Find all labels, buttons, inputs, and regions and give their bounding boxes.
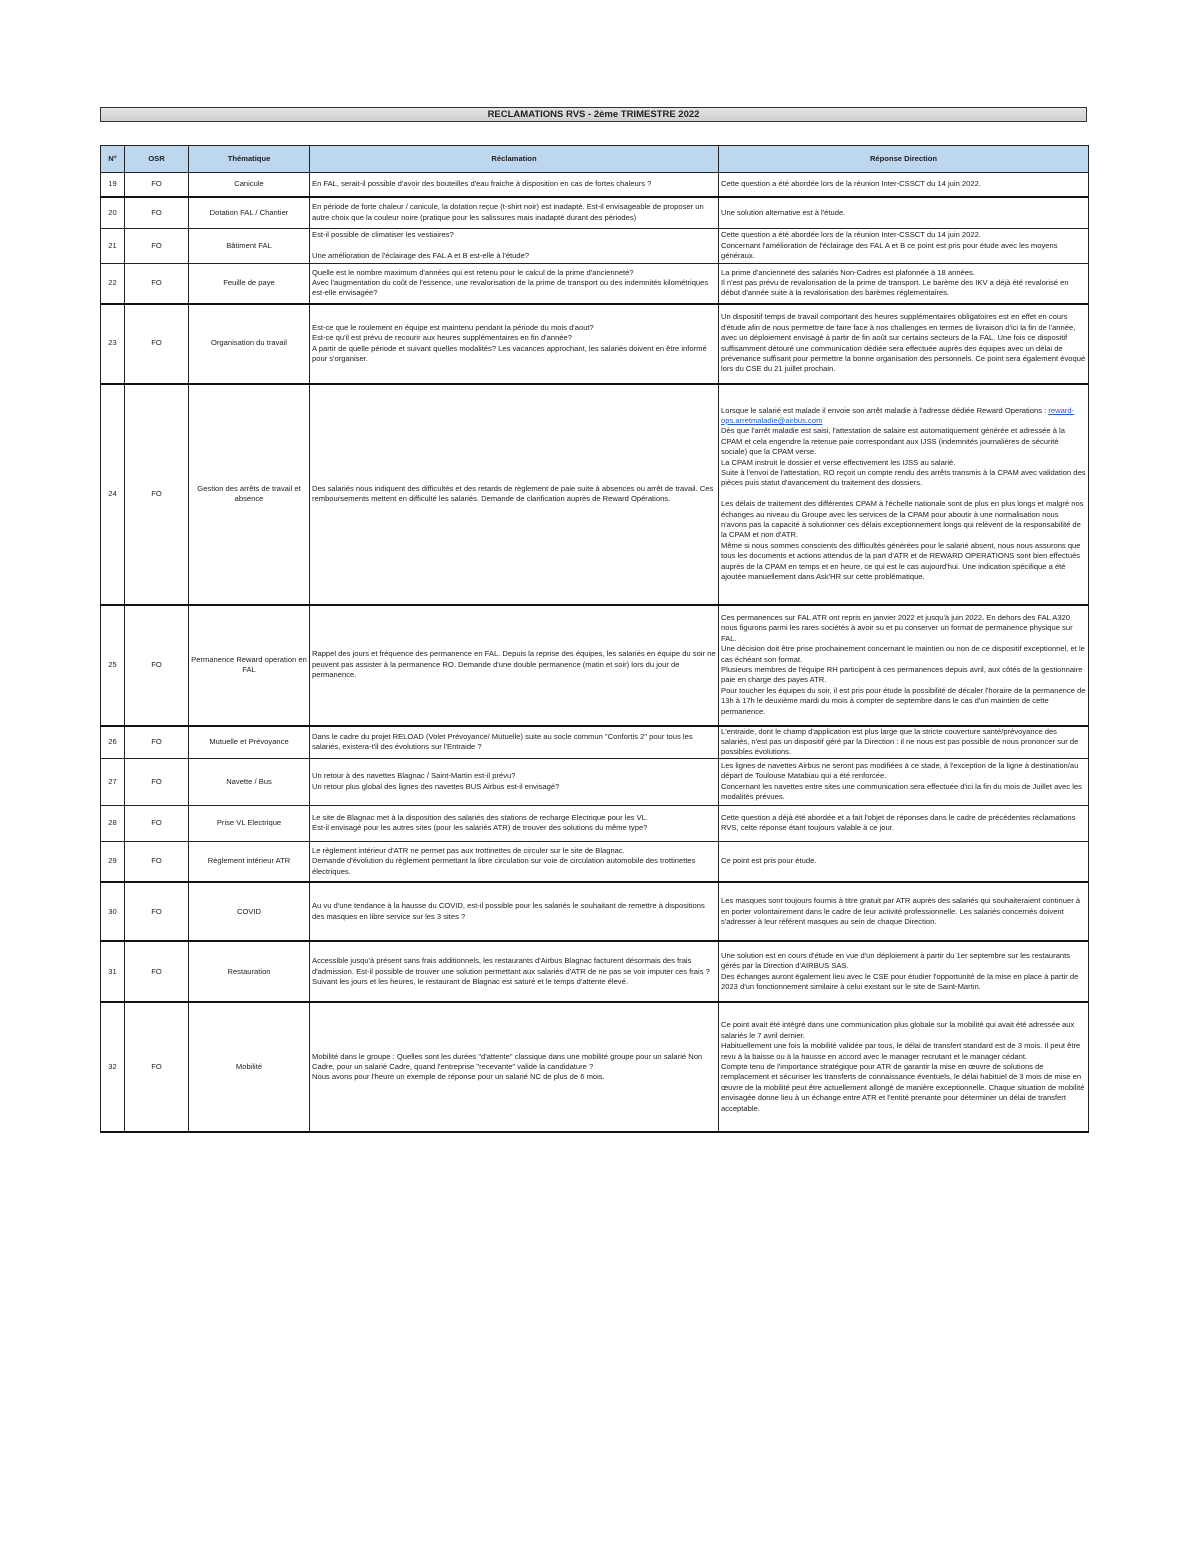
row-thematique: Mobilité: [189, 1002, 310, 1132]
row-reclamation: Est-ce que le roulement en équipe est maintenu pendant la période du mois d'aout? Est-ce qu'il est prévu de recourir aux heures supplémentaires en fin d'année? A partir de quelle période et suivant quelles modalités? Les vacances approchant, les salariés doivent en être informé pour s'organiser.: [310, 304, 719, 384]
row-number: 22: [101, 264, 125, 304]
row-reclamation: Au vu d'une tendance à la hausse du COVID, est-il possible pour les salariés le souhaitant de remettre à dispositions des masques en libre service sur les 3 sites ?: [310, 882, 719, 941]
table-row: [101, 758, 1089, 805]
row-reclamation: Le site de Blagnac met à la disposition des salariés des stations de recharge Electrique pour les VL. Est-il envisagé pour les autres sites (pour les salariés ATR) de trouver des solutions du même type?: [310, 805, 719, 841]
row-reponse: Une solution alternative est à l'étude.: [719, 197, 1089, 229]
row-osr: FO: [125, 941, 189, 1002]
header-reponse: Réponse Direction: [719, 146, 1089, 173]
reponse-text: Lorsque le salarié est malade il envoie son arrêt maladie à l'adresse dédiée Reward Operations :: [721, 405, 1049, 415]
row-reponse: Une solution est en cours d'étude en vue d'un déploiement à partir du 1er septembre sur les restaurants gérés par la Direction d'AIRBUS SAS. Des échanges auront également lieu avec le CSE pour étudier l'opportunité de la mise en place à partir de 2023 d'un fonctionnement similaire à celui existant sur le site de Saint-Martin.: [719, 941, 1089, 1002]
header-n: N°: [101, 146, 125, 173]
row-osr: FO: [125, 805, 189, 841]
row-reponse: L'entraide, dont le champ d'application est plus large que la stricte couverture santé/prévoyance des salariés, n'est pas un dispositif géré par la Direction : il ne nous est pas possible de nous prononcer sur de possibles évolutions.: [719, 726, 1089, 759]
row-thematique: Organisation du travail: [189, 304, 310, 384]
row-number: 29: [101, 841, 125, 882]
row-osr: FO: [125, 304, 189, 384]
row-osr: FO: [125, 605, 189, 726]
row-number: 20: [101, 197, 125, 229]
row-number: 25: [101, 605, 125, 726]
row-reclamation: Accessible jusqu'à présent sans frais additionnels, les restaurants d'Airbus Blagnac facturent désormais des frais d'admission. Est-il possible de trouver une solution permettant aux salariés d'ATR de ne pas se voir imputer ces frais ? Suivant les jours et les heures, le restaurant de Blagnac est saturé et le temps d'attente élevé.: [310, 941, 719, 1002]
row-reponse: [719, 384, 1089, 605]
header-reclamation: Réclamation: [310, 146, 719, 173]
email-link[interactable]: reward-ops.arretmaladie@airbus.com: [721, 405, 1075, 425]
row-thematique: Restauration: [189, 941, 310, 1002]
row-reclamation: Est-il possible de climatiser les vestiaires? Une amélioration de l'éclairage des FAL A et B est-elle à l'étude?: [310, 229, 719, 264]
row-thematique: Bâtiment FAL: [189, 229, 310, 264]
table-row: [101, 1002, 1089, 1132]
row-reponse: Ce point avait été intégré dans une communication plus globale sur la mobilité qui avait été adressée aux salariés le 7 avril dernier. Habituellement une fois la mobilité validée par tous, le délai de transfert standard est de 3 mois. Il peut être revu à la baisse ou à la hausse en accord avec le manager recrutant et le manager cédant. Compte tenu de l'importance stratégique pour ATR de garantir la mise en œuvre de solutions de remplacement et sécuriser les transferts de connaissance éventuels, le délai habituel de 3 mois de mise en œuvre de la mobilité peut être actuellement allongé de manière exceptionnelle. Chaque situation de mobilité envisagée donne lieu à un échange entre ATR et l'entité prenante pour déterminer un délai de transfert acceptable.: [719, 1002, 1089, 1132]
row-thematique: Navette / Bus: [189, 758, 310, 805]
row-reclamation: Des salariés nous indiquent des difficultés et des retards de règlement de paie suite à absences ou arrêt de travail. Ces remboursements mettent en difficulté les salariés. Demande de clarification auprès de Reward Opérations.: [310, 384, 719, 605]
row-number: 27: [101, 758, 125, 805]
row-osr: FO: [125, 229, 189, 264]
table-row: [101, 805, 1089, 841]
row-osr: FO: [125, 882, 189, 941]
table-row: [101, 197, 1089, 229]
row-reponse: Cette question a été abordée lors de la réunion Inter-CSSCT du 14 juin 2022.: [719, 173, 1089, 197]
row-thematique: Permanence Reward operation en FAL: [189, 605, 310, 726]
row-number: 24: [101, 384, 125, 605]
row-number: 19: [101, 173, 125, 197]
row-reclamation: En FAL, serait-il possible d'avoir des bouteilles d'eau fraiche à disposition en cas de fortes chaleurs ?: [310, 173, 719, 197]
row-osr: FO: [125, 384, 189, 605]
table-row: [101, 229, 1089, 264]
row-thematique: Prise VL Electrique: [189, 805, 310, 841]
row-thematique: Mutuelle et Prévoyance: [189, 726, 310, 759]
table-row: [101, 304, 1089, 384]
row-thematique: Gestion des arrêts de travail et absence: [189, 384, 310, 605]
row-number: 32: [101, 1002, 125, 1132]
row-thematique: Feuille de paye: [189, 264, 310, 304]
row-osr: FO: [125, 264, 189, 304]
row-reclamation: Dans le cadre du projet RELOAD (Volet Prévoyance/ Mutuelle) suite au socle commun "Confortis 2" pour tous les salariés, existera-t'il des évolutions sur l'Entraide ?: [310, 726, 719, 759]
table-header-row: [101, 146, 1089, 173]
row-reponse: Ce point est pris pour étude.: [719, 841, 1089, 882]
row-reponse: Les masques sont toujours fournis à titre gratuit par ATR auprès des salariés qui souhaiteraient continuer à en porter volontairement dans le cadre de leur activité professionnelle. Les salariés concernés doivent s'adresser à leur référent masques au sein de chaque Direction.: [719, 882, 1089, 941]
document-title: RECLAMATIONS RVS - 2ème TRIMESTRE 2022: [100, 107, 1087, 122]
reponse-text: Dès que l'arrêt maladie est saisi, l'attestation de salaire est automatiquement générée et adressée à la CPAM et cela engendre la retenue paie correspondant aux IJSS (indemnités journalières de sécurité sociale) que la CPAM verse. La CPAM instruit le dossier et verse effectivement les IJSS au salarié. Suite à l'envoi de l'attestation, RO reçoit un compte rendu des arrêts transmis à la CPAM avec validation des pièces puis statut d'avancement du traitement des dossiers. Les délais de traitement des différentes CPAM à l'échelle nationale sont de plus en plus longs et malgré nos échanges au niveau du Groupe avec les services de la CPAM pour aboutir à une normalisation nous n'avons pas la capacité à solutionner ces délais exceptionnement longs qui relèvent de la responsabilité de la CPAM et non d'ATR. Même si nous sommes conscients des difficultés générées pour le salarié absent, nous nous assurons que tous les documents et actions attendus de la part d'ATR et de REWARD OPERATIONS sont bien effectués auprès de la CPAM en temps et en heure, ce qui est le cas aujourd'hui. Une indication spécifique a été ajoutée manuellement dans Ask'HR sur cette problématique.: [721, 426, 1086, 582]
row-osr: FO: [125, 173, 189, 197]
table-row: [101, 264, 1089, 304]
table-row: [101, 882, 1089, 941]
row-reclamation: Le règlement intérieur d'ATR ne permet pas aux trottinettes de circuler sur le site de Blagnac. Demande d'évolution du règlement permettant la libre circulation sur voie de circulation automobile des trottinettes électriques.: [310, 841, 719, 882]
row-number: 26: [101, 726, 125, 759]
row-reclamation: Mobilité dans le groupe : Quelles sont les durées "d'attente" classique dans une mobilité groupe pour un salarié Non Cadre, pour un salarié Cadre, quand l'entreprise "recevante" valide la candidature ? Nous avons pour l'heure un exemple de réponse pour un salarié NC de plus de 6 mois.: [310, 1002, 719, 1132]
row-reclamation: Quelle est le nombre maximum d'années qui est retenu pour le calcul de la prime d'ancienneté? Avec l'augmentation du coût de l'essence, une revalorisation de la prime de transport ou des indemnités kilométriques est-elle envisagée?: [310, 264, 719, 304]
row-number: 30: [101, 882, 125, 941]
row-thematique: COVID: [189, 882, 310, 941]
row-reclamation: En période de forte chaleur / canicule, la dotation reçue (t-shirt noir) est inadapté. Est-il envisageable de proposer un autre choix que la couleur noire (pratique pour les salissures mais inadapté durant des périodes): [310, 197, 719, 229]
reclamations-table: [100, 145, 1089, 1133]
header-thematique: Thématique: [189, 146, 310, 173]
row-thematique: Dotation FAL / Chantier: [189, 197, 310, 229]
row-osr: FO: [125, 1002, 189, 1132]
row-osr: FO: [125, 197, 189, 229]
row-number: 28: [101, 805, 125, 841]
table-row: [101, 384, 1089, 605]
row-thematique: Règlement intérieur ATR: [189, 841, 310, 882]
table-row: [101, 605, 1089, 726]
header-osr: OSR: [125, 146, 189, 173]
row-reponse: Ces permanences sur FAL ATR ont repris en janvier 2022 et jusqu'à juin 2022. En dehors des FAL A320 nous figurons parmi les rares sociétés à avoir su et pu conserver un format de permanence physique sur FAL. Une décision doit être prise prochainement concernant le maintien ou non de ce dispositif exceptionnel, et le cas échéant son format. Plusieurs membres de l'équipe RH participent à ces permanences depuis avril, aux côtés de la gestionnaire paie en charge des payes ATR. Pour toucher les équipes du soir, il est pris pour étude la possibilité de décaler l'horaire de la permanence de 13h à 17h le deuxième mardi du mois à compter de septembre dans le cas d'un maintien de cette permanence.: [719, 605, 1089, 726]
row-number: 21: [101, 229, 125, 264]
row-reponse: La prime d'ancienneté des salariés Non-Cadres est plafonnée à 18 années. Il n'est pas prévu de revalorisation de la prime de transport. Le barème des IKV a déjà été revalorisé en début d'année suite à la revalorisation des barèmes réglementaires.: [719, 264, 1089, 304]
row-reclamation: Un retour à des navettes Blagnac / Saint-Martin est-il prévu? Un retour plus global des lignes des navettes BUS Airbus est-il envisagé?: [310, 758, 719, 805]
row-osr: FO: [125, 726, 189, 759]
table-row: [101, 841, 1089, 882]
table-row: [101, 173, 1089, 197]
row-osr: FO: [125, 758, 189, 805]
table-row: [101, 726, 1089, 759]
row-reponse: Cette question a déjà été abordée et a fait l'objet de réponses dans le cadre de précédentes réclamations RVS, cette réponse étant toujours valable à ce jour.: [719, 805, 1089, 841]
row-reponse: Un dispositif temps de travail comportant des heures supplémentaires obligatoires est en effet en cours d'étude afin de nous permettre de faire face à nos challenges en termes de livraison d'ici la fin de l'année, avec un déploiement envisagé à partir de fin août sur certains secteurs de la FAL. Une fois ce dispositif suffisamment détouré une communication dédiée sera effectuée auprès des équipes avec un délai de prévenance suffisant pour permettre la bonne organisation des personnels. Ce point sera également évoqué lors du CSE du 21 juillet prochain.: [719, 304, 1089, 384]
row-thematique: Canicule: [189, 173, 310, 197]
row-reponse: Les lignes de navettes Airbus ne seront pas modifiées à ce stade, à l'exception de la ligne à destination/au départ de Toulouse Matabiau qui a été renforcée. Concernant les navettes entre sites une communication sera effectuée d'ici la fin du mois de Juillet avec les modalités prévues.: [719, 758, 1089, 805]
row-reponse: Cette question a été abordée lors de la réunion Inter-CSSCT du 14 juin 2022. Concernant l'amélioration de l'éclairage des FAL A et B ce point est pris pour étude avec les moyens généraux.: [719, 229, 1089, 264]
table-row: [101, 941, 1089, 1002]
row-number: 31: [101, 941, 125, 1002]
row-reclamation: Rappel des jours et fréquence des permanence en FAL. Depuis la reprise des équipes, les salariés en équipe du soir ne peuvent pas assister à la permanence RO. Demande d'une double permanence (matin et soir) lors du jour de permanence.: [310, 605, 719, 726]
row-number: 23: [101, 304, 125, 384]
row-osr: FO: [125, 841, 189, 882]
